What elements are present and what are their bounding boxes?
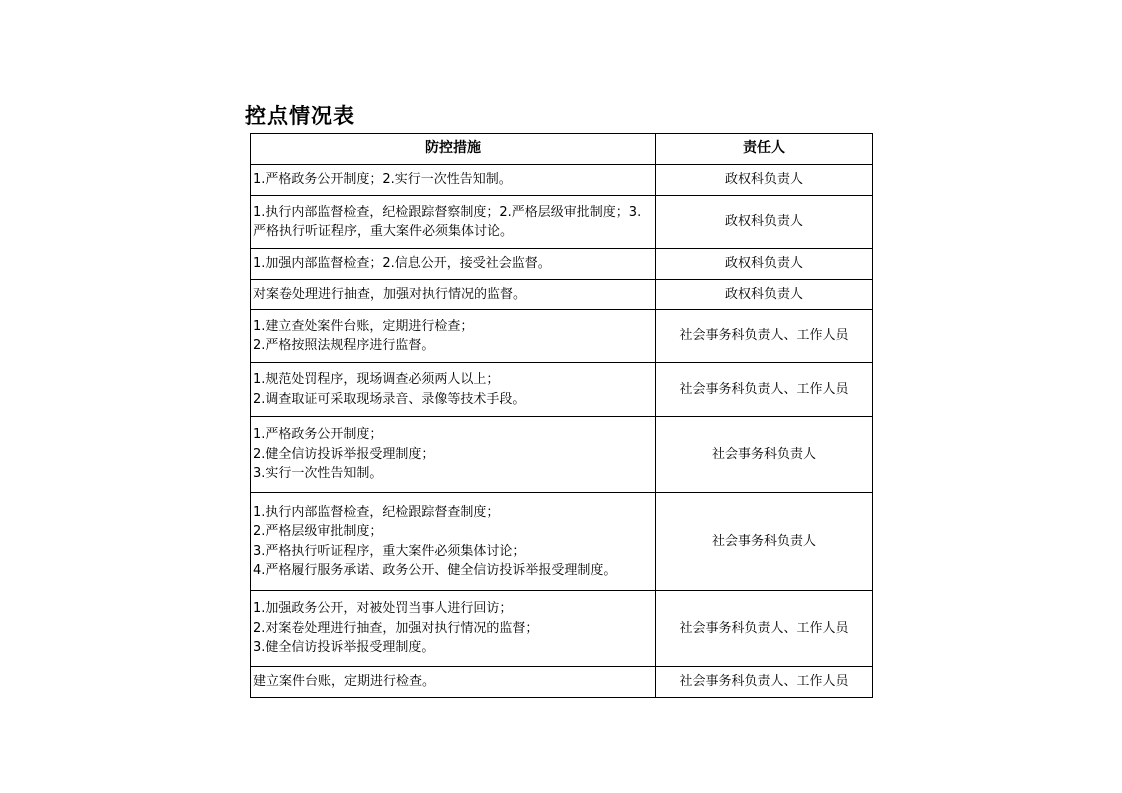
- table-row: [251, 363, 873, 417]
- responsible-cell: 社会事务科负责人: [656, 493, 873, 591]
- responsible-cell: 政权科负责人: [656, 196, 873, 249]
- measures-cell: 1.执行内部监督检查，纪检跟踪督察制度；2.严格层级审批制度；3. 严格执行听证程序，重大案件必须集体讨论。: [251, 196, 656, 249]
- measures-cell: 1.建立查处案件台账，定期进行检查； 2.严格按照法规程序进行监督。: [251, 310, 656, 363]
- table-row: [251, 280, 873, 310]
- responsible-cell: 社会事务科负责人、工作人员: [656, 591, 873, 667]
- responsible-cell: 社会事务科负责人、工作人员: [656, 363, 873, 417]
- responsible-cell: 社会事务科负责人、工作人员: [656, 310, 873, 363]
- table-row: [251, 493, 873, 591]
- table-row: [251, 667, 873, 698]
- measures-cell: 对案卷处理进行抽查，加强对执行情况的监督。: [251, 280, 656, 310]
- responsible-cell: 政权科负责人: [656, 249, 873, 280]
- measures-cell: 建立案件台账，定期进行检查。: [251, 667, 656, 698]
- header-responsible: 责任人: [656, 134, 873, 165]
- measures-cell: 1.执行内部监督检查，纪检跟踪督查制度； 2.严格层级审批制度； 3.严格执行听证程序，重大案件必须集体讨论； 4.严格履行服务承诺、政务公开、健全信访投诉举报受理制度。: [251, 493, 656, 591]
- measures-cell: 1.加强内部监督检查；2.信息公开，接受社会监督。: [251, 249, 656, 280]
- table-row: [251, 249, 873, 280]
- measures-cell: 1.严格政务公开制度；2.实行一次性告知制。: [251, 165, 656, 196]
- measures-cell: 1.严格政务公开制度； 2.健全信访投诉举报受理制度； 3.实行一次性告知制。: [251, 417, 656, 493]
- responsible-cell: 社会事务科负责人、工作人员: [656, 667, 873, 698]
- table-row: [251, 591, 873, 667]
- table-row: [251, 310, 873, 363]
- measures-cell: 1.加强政务公开，对被处罚当事人进行回访； 2.对案卷处理进行抽查，加强对执行情况的监督； 3.健全信访投诉举报受理制度。: [251, 591, 656, 667]
- table-row: [251, 165, 873, 196]
- table-header-row: [251, 134, 873, 165]
- responsible-cell: 社会事务科负责人: [656, 417, 873, 493]
- responsible-cell: 政权科负责人: [656, 165, 873, 196]
- table-row: [251, 417, 873, 493]
- responsible-cell: 政权科负责人: [656, 280, 873, 310]
- table-row: [251, 196, 873, 249]
- header-measures: 防控措施: [251, 134, 656, 165]
- measures-cell: 1.规范处罚程序，现场调查必须两人以上； 2.调查取证可采取现场录音、录像等技术手段。: [251, 363, 656, 417]
- document-title: 控点情况表: [245, 104, 355, 128]
- risk-control-table: [250, 133, 873, 698]
